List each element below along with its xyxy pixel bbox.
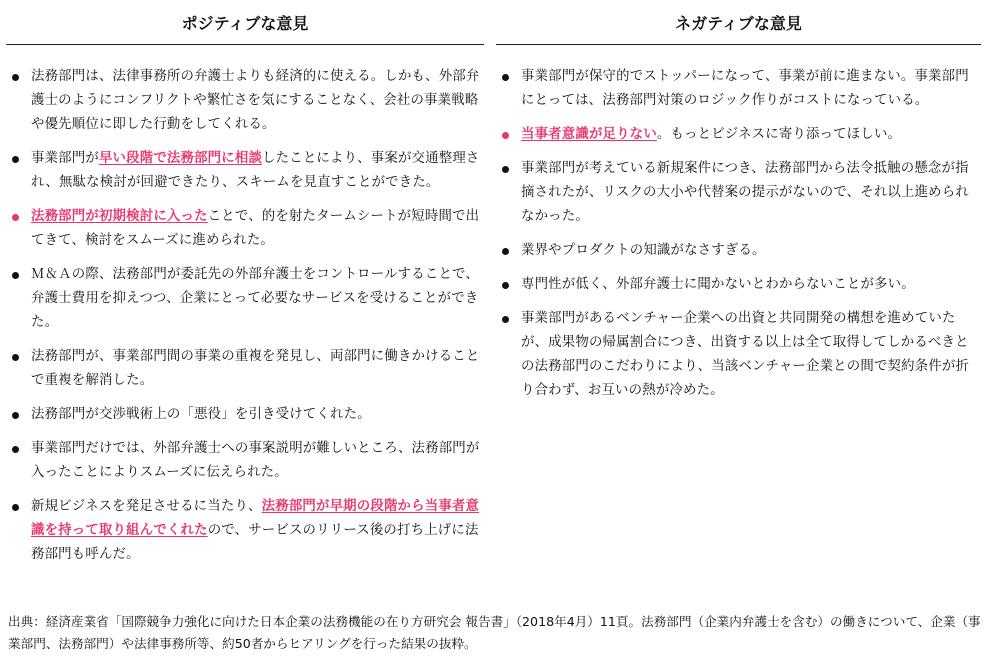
item-text: 法務部門は、法律事務所の弁護士よりも経済的に使える。しかも、外部弁護士のようにコンフリクトや繁忙さを気にすることなく、会社の事業戦略や優先順位に即した行動をしてくれる。: [31, 69, 480, 132]
item-text: 事業部門が考えている新規案件につき、法務部門から法令抵触の懸念が指摘されたが、リスクの大小や代替案の提示がないので、それ以上進められなかった。: [521, 161, 969, 224]
item-highlight: 法務部門が初期検討に入った: [31, 209, 208, 224]
list-item: [496, 123, 981, 147]
item-text: 法務部門が交渉戦術上の「悪役」を引き受けてくれた。: [31, 407, 371, 422]
positive-heading: ポジティブな意見: [6, 0, 484, 45]
bullet-icon: [502, 166, 509, 173]
list-item: [6, 263, 484, 335]
bullet-icon: [12, 214, 19, 221]
item-text: 。もっとビジネスに寄り添ってほしい。: [656, 127, 902, 142]
bullet-icon: [502, 248, 509, 255]
positive-list: [6, 45, 484, 567]
item-text: したことにより、事案が交通整理され、無駄な検討が回避できたり、スキームを見直すことができた。: [31, 151, 480, 190]
bullet-icon: [12, 504, 19, 511]
negative-heading: ネガティブな意見: [496, 0, 981, 45]
list-item: [6, 437, 484, 485]
bullet-icon: [502, 282, 509, 289]
list-item: [496, 273, 981, 297]
list-item: [6, 345, 484, 393]
bullet-icon: [12, 74, 19, 81]
bullet-icon: [12, 156, 19, 163]
item-text: ので、サービスのリリース後の打ち上げに法務部門も呼んだ。: [31, 523, 479, 562]
bullet-icon: [502, 316, 509, 323]
list-item: [496, 65, 981, 113]
list-item: [6, 147, 484, 195]
item-text: Ｍ＆Ａの際、法務部門が委託先の外部弁護士をコントロールすることで、弁護士費用を抑えつつ、企業にとって必要なサービスを受けることができた。: [31, 267, 479, 330]
item-text: 業界やプロダクトの知識がなさすぎる。: [521, 243, 766, 258]
item-text: 事業部門が保守的でストッパーになって、事業が前に進まない。事業部門にとっては、法務部門対策のロジック作りがコストになっている。: [521, 69, 969, 108]
item-highlight: 早い段階で法務部門に相談: [98, 151, 263, 166]
list-item: [6, 495, 484, 567]
list-item: [6, 65, 484, 137]
positive-column: [6, 0, 484, 577]
item-text: 新規ビジネスを発足させるに当たり、: [31, 499, 262, 514]
list-item: [6, 205, 484, 253]
negative-column: [496, 0, 981, 413]
source-note: 出典：経済産業省「国際競争力強化に向けた日本企業の法務機能の在り方研究会 報告書」（2018年4月）11頁。法務部門（企業内弁護士を含む）の働きについて、企業（事業部門、法務部門）や法律事務所等、約50者からヒアリングを行った結果の抜粋。: [8, 614, 981, 651]
bullet-icon: [502, 132, 509, 139]
item-text: 専門性が低く、外部弁護士に聞かないとわからないことが多い。: [521, 277, 915, 292]
list-item: [6, 403, 484, 427]
bullet-icon: [12, 354, 19, 361]
item-highlight: 法務部門が早期の段階から当事者意識を持って取り組んでくれた: [31, 499, 480, 538]
item-text: 事業部門があるベンチャー企業への出資と共同開発の構想を進めていたが、成果物の帰属割合につき、出資する以上は全て取得してしかるべきとの法務部門のこだわりにより、当該ベンチャー企業との間で契約条件が折り合わず、お互いの熱が冷めた。: [521, 311, 970, 398]
bullet-icon: [12, 412, 19, 419]
item-text: 法務部門が、事業部門間の事業の重複を発見し、両部門に働きかけることで重複を解消した。: [31, 349, 480, 388]
item-text: 事業部門が: [31, 151, 99, 166]
list-item: [496, 157, 981, 229]
item-text: 事業部門だけでは、外部弁護士への事案説明が難しいところ、法務部門が入ったことによりスムーズに伝えられた。: [31, 441, 480, 480]
list-item: [496, 239, 981, 263]
bullet-icon: [12, 272, 19, 279]
bullet-icon: [12, 446, 19, 453]
bullet-icon: [502, 74, 509, 81]
negative-list: [496, 45, 981, 403]
list-item: [496, 307, 981, 403]
item-highlight: 当事者意識が足りない: [521, 127, 657, 142]
item-text: ことで、的を射たタームシートが短時間で出てきて、検討をスムーズに進められた。: [31, 209, 480, 248]
